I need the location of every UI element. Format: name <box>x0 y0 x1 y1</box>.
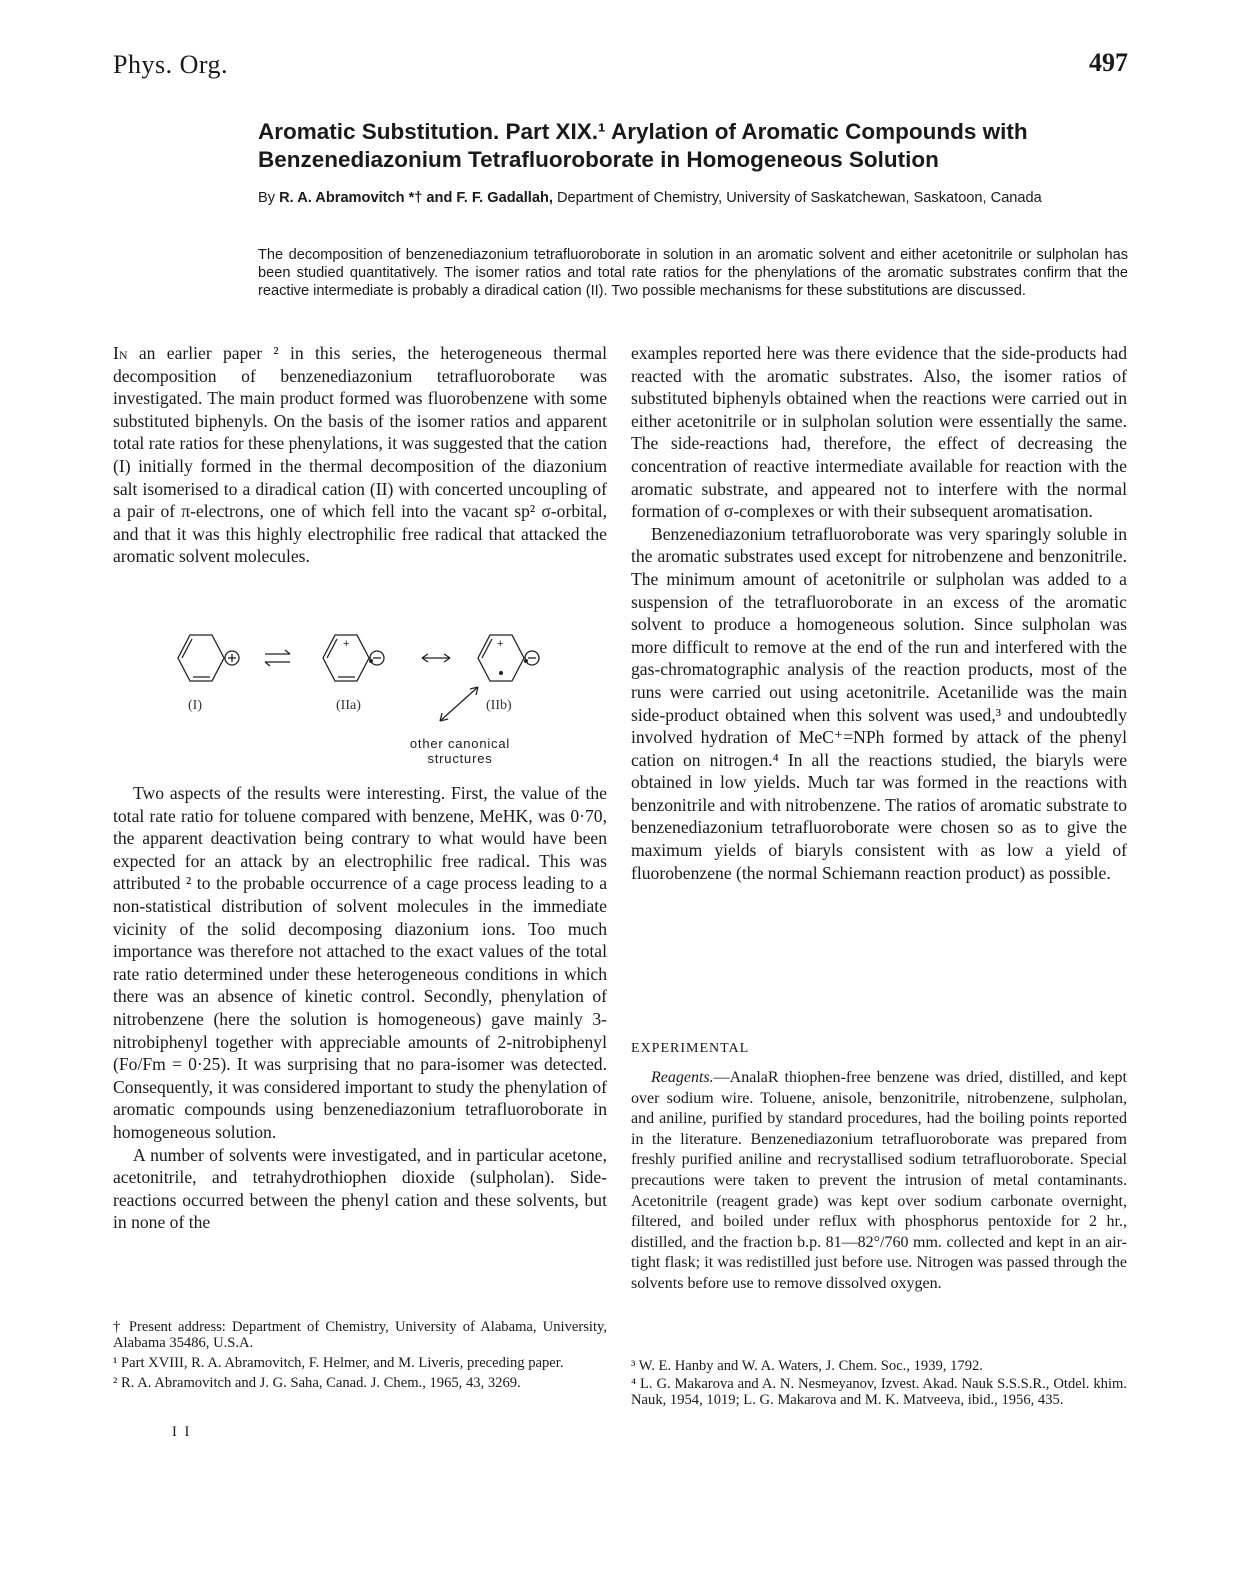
paragraph-4: Benzenediazonium tetrafluoroborate was very sparingly soluble in the aromatic substrates used except for nitrobenzene and benzonitrile. The minimum amount of acetonitrile or sulpholan was added to a suspension of the tetrafluoroborate in an excess of the aromatic solvent to produce a homogeneous solution. Since sulpholan was more difficult to remove at the end of the run and interfered with the gas-chromatographic analysis of the reaction products, most of the runs were carried out using acetonitrile. Acetanilide was the main side-product obtained when this solvent was used,³ and undoubtedly involved hydration of MeC⁺=NPh formed by attack of the phenyl cation on nitrogen.⁴ In all the reactions studied, the biaryls were obtained in low yields. Much tar was formed in the reactions with benzonitrile and with nitrobenzene. The ratios of aromatic substrate to benzenediazonium tetrafluoroborate were chosen so as to give the maximum yields of biaryls consistent with as low a yield of fluorobenzene (the normal Schiemann reaction product) as possible. <box>631 523 1127 883</box>
footnote-1: ¹ Part XVIII, R. A. Abramovitch, F. Helmer, and M. Liveris, preceding paper. <box>113 1355 564 1371</box>
experimental-text <box>631 1068 1127 1295</box>
label-IIa: (IIa) <box>336 698 361 713</box>
authors: R. A. Abramovitch *† and F. F. Gadallah, <box>279 190 553 206</box>
section-heading-experimental: EXPERIMENTAL <box>631 1041 750 1056</box>
paragraph-2: Two aspects of the results were interesting. First, the value of the total rate ratio for toluene compared with benzene, MeHK, was 0·70, the apparent deactivation being contrary to what would have been expected for an attack by an electrophilic free radical. This was attributed ² to the probable occurrence of a cage process leading to a non-statistical distribution of solvent molecules in the immediate vicinity of the solid decomposing diazonium ions. Too much importance was therefore not attached to the exact values of the total rate ratio determined under these heterogeneous conditions in which there was an absence of kinetic control. Secondly, phenylation of nitrobenzene (here the solution is homogeneous) gave mainly 3-nitrobiphenyl together with appreciable amounts of 2-nitrobiphenyl (Fo/Fm = 0·25). It was surprising that no para-isomer was detected. Consequently, it was considered important to study the phenylation of aromatic compounds using benzenediazonium tetrafluoroborate in homogeneous solution. <box>113 783 607 1142</box>
experimental-body: —AnalaR thiophen-free benzene was dried, distilled, and kept over sodium wire. Toluene, anisole, benzonitrile, nitrobenzene, sulpholan, and aniline, purified by standard procedures, had the boiling points reported in the literature. Benzenediazonium tetrafluoroborate was prepared from freshly purified aniline and recrystallised sodium tetrafluoroborate. Special precautions were taken to prevent the intrusion of metal contaminants. Acetonitrile (reagent grade) was kept over sodium carbonate overnight, filtered, and boiled under reflux with phosphorus pentoxide for 2 hr., distilled, and the fraction b.p. 81—82°/760 mm. collected and kept in an air-tight flask; it was redistilled just before use. Nitrogen was passed through the solvents before use to remove dissolved oxygen. <box>631 1069 1127 1292</box>
body-left-bottom <box>113 782 607 1234</box>
affiliation: Department of Chemistry, University of Saskatchewan, Saskatoon, Canada <box>552 190 1042 206</box>
byline <box>258 188 1138 208</box>
label-IIb: (IIb) <box>486 698 512 713</box>
signature-mark: I I <box>172 1424 192 1440</box>
footnotes-left <box>113 1319 607 1395</box>
footnote-2: ² R. A. Abramovitch and J. G. Saha, Canad. J. Chem., 1965, 43, 3269. <box>113 1375 521 1391</box>
abstract: The decomposition of benzenediazonium tetrafluoroborate in solution in an aromatic solvent and either acetonitrile or sulpholan has been studied quantitatively. The isomer ratios and total rate ratios for the phenylations of the aromatic substrates confirm that the reactive intermediate is probably a diradical cation (II). Two possible mechanisms for these substitutions are discussed. <box>258 247 1128 299</box>
footnote-dagger: † Present address: Department of Chemistry, University of Alabama, University, Alabama 35486, U.S.A. <box>113 1319 607 1351</box>
runin-heading: Reagents. <box>651 1069 714 1086</box>
paragraph-1: an earlier paper ² in this series, the heterogeneous thermal decomposition of benzenediazonium tetrafluoroborate was investigated. The main product formed was fluorobenzene with some substituted biphenyls. On the basis of the isomer ratios and apparent total rate ratios for these phenylations, it was suggested that the cation (I) initially formed in the thermal decomposition of the diazonium salt isomerised to a diradical cation (II) with concerted uncoupling of a pair of π-electrons, one of which fell into the vacant sp² σ-orbital, and that it was this highly electrophilic free radical that attacked the aromatic solvent molecules. <box>113 343 607 567</box>
paragraph-3-continued: examples reported here was there evidence that the side-products had reacted with the aromatic substrates. Also, the isomer ratios of substituted biphenyls obtained when the reactions were carried out in either acetonitrile or in sulpholan solution were essentially the same. The side-reactions had, therefore, the effect of decreasing the concentration of reactive intermediate available for reaction with the aromatic substrate, and appeared not to interfere with the normal formation of σ-complexes or with their subsequent aromatisation. <box>631 343 1127 522</box>
journal-name: Phys. Org. <box>113 50 229 79</box>
article-title: Aromatic Substitution. Part XIX.¹ Arylation of Aromatic Compounds with Benzenediazonium Tetrafluoroborate in Homogeneous Solution <box>258 119 1028 172</box>
paragraph-3: A number of solvents were investigated, and in particular acetone, acetonitrile, and tetrahydrothiophen dioxide (sulpholan). Side-reactions occurred between the phenyl cation and these solvents, but in none of the <box>113 1144 607 1233</box>
body-left-top <box>113 342 607 568</box>
footnote-3: ³ W. E. Hanby and W. A. Waters, J. Chem. Soc., 1939, 1792. <box>631 1358 983 1374</box>
drop-word: In <box>113 343 128 363</box>
benzene-ring-I <box>178 635 224 681</box>
footnote-4: ⁴ L. G. Makarova and A. N. Nesmeyanov, Izvest. Akad. Nauk S.S.S.R., Otdel. khim. Nauk, 1954, 1019; L. G. Makarova and M. K. Matveeva, ibid., 1956, 435. <box>631 1376 1127 1408</box>
label-I: (I) <box>188 698 202 713</box>
body-right-top <box>631 342 1127 884</box>
page-number: 497 <box>1089 48 1128 77</box>
svg-text:+: + <box>343 638 350 650</box>
svg-text:+: + <box>497 638 504 650</box>
byline-prefix: By <box>258 190 280 206</box>
footnotes-right <box>631 1358 1127 1410</box>
scheme-caption: other canonical structures <box>409 736 511 766</box>
